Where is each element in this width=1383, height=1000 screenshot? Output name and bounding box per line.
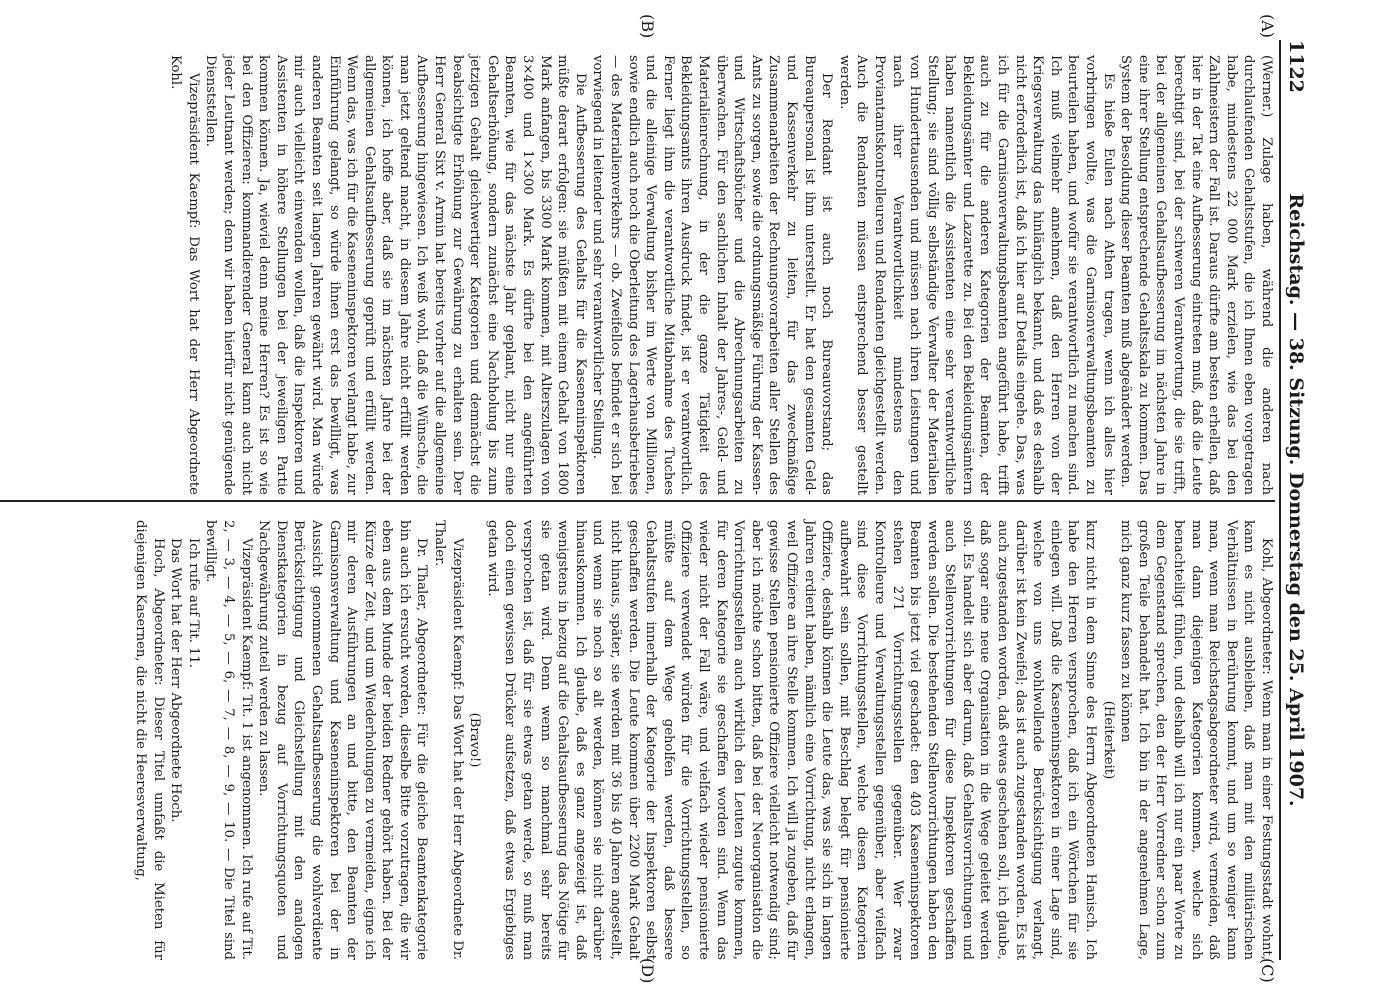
paragraph: (Heiterkeit) — [1100, 700, 1116, 780]
margin-marker-a: (A) — [1258, 14, 1277, 39]
text-column-left — [167, 55, 1275, 495]
paragraph: Vizepräsident Kaempf: Das Wort hat der Herr Abgeordnete Kohl. — [168, 55, 201, 495]
margin-marker-c: (C) — [1258, 958, 1277, 983]
paragraph: Vizepräsident Kaempf: Tit. 1 ist angenommen. Ich rufe auf Tit. 2, — 3, — 4, — 5, — 6, — 7, — 8, — 9, — 10. — Die Titel sind bewilligt. — [203, 520, 254, 960]
paragraph: Ich rufe auf Tit. 11. — [185, 538, 201, 669]
paragraph: Das Wort hat der Herr Abgeordnete Hoch. — [168, 538, 184, 823]
paragraph: Hoch, Abgeordneter: Dieser Titel umfaßt die Mieten für diejenigen Kasernen, die nicht die Heeresverwaltung, — [133, 520, 166, 960]
paragraph: Vizepräsident Kaempf: Das Wort hat der Herr Abgeordnete Dr. Thaler. — [432, 520, 465, 960]
column-divider — [0, 500, 1275, 502]
paragraph: (Bravo!) — [467, 712, 483, 768]
running-title: Reichstag. — 38. Sitzung. Donnerstag den 25. April 1907. — [1285, 193, 1307, 807]
margin-marker-b: (B) — [638, 14, 657, 39]
paragraph: Der Rendant ist auch noch Bureauvorstand; das Bureaupersonal ist ihm unterstellt. Er hat den gesamten Geld- und Kassenverkehr zu leiten, für das zweckmäßige Zusammenarbeiten der Rechnungsvorarbeiten aller Stellen des Amts zu sorgen, sowie die ordnungsmäßige Führung der Kassen- und Wirtschaftsbücher und die Abrechnungsarbeiten zu überwachen. Für den sachlichen Inhalt der Jahres-, Geld- und Materialienrechnung, in der die ganze Tätigkeit des Bekleidungsamts ihren Ausdruck findet, ist er verantwortlich. Ferner liegt ihm die verantwortliche Mitabnahme des Tuches und die alleinige Verwaltung bisher im Werte von Millionen, sowie endlich auch noch die Oberleitung des Lagerhausbetriebes — des Materialienverkehrs — ob. Zweifellos befindet er sich bei vorwiegend in leitender und sehr verantwortlicher Stellung. — [590, 55, 835, 495]
page-number: 1122 — [1285, 40, 1307, 93]
paragraph: Es hieße Eulen nach Athen tragen, wenn ich alles hier vorbringen wollte, was die Garnisonverwaltungsbeamten zu beurteilen haben, und wofür sie verantwortlich zu machen sind. Ich muß vielmehr annehmen, daß den Herren von der Kriegsverwaltung das hinlänglich bekannt, und daß es deshalb nicht erforderlich ist, daß ich hier auf Details eingehe. Das, was ich für die Garnisonverwaltungsbeamten angeführt habe, trifft auch zu für die anderen Kategorien der Beamten, der Bekleidungsämter und Lazarette zu. Bei den Bekleidungsämtern haben namentlich die Assistenten eine sehr verantwortliche Stellung; sie sind völlig selbständige Verwalter der Materialien von Hunderttausenden und müssen nach ihren Leistungen und nach ihrer Verantwortlichkeit mindestens den Proviantamtskontrolleuren und Rendanten gleichgestellt werden. Auch die Rendanten müssen entsprechend besser gestellt werden. — [836, 55, 1116, 495]
header-rule — [1279, 40, 1281, 960]
paragraph: kurz nicht in dem Sinne des Herrn Abgeordneten Hanisch. Ich habe den Herren versprochen, daß ich ein Wörtchen für sie einlegen will. Daß die Kaseneninspektoren in einer Lage sind, welche von uns wohlwollende Berücksichtigung verlangt, darüber ist kein Zweifel; das ist auch zugestanden worden. Es ist auch zugestanden worden, daß etwas geschehen soll, ich glaube, daß sogar eine neue Organisation in die Wege geleitet werden soll. Es handelt sich aber darum, daß Gehaltsvorrichtungen und auch Stellenvorrichtungen für diese Inspektoren geschaffen werden sollen. Die bestehenden Stellenvorrichtungen haben den Beamten bis jetzt viel geschadet: den 403 Kaseneninspektoren stehen 271 Vorrichtungsstellen gegenüber. Wer zwar Kontrolleure und Verwaltungsstellen gegenüber, aber vielfach sind diese Vorrichtungsstellen, welche diesen Kategorien aufbewahrt sein sollen, mit Beschlag belegt für pensionierte Offiziere, deshalb können die Leute das, was sie sich in langen Jahren erdient haben, nämlich eine Vorrichtung, nicht erlangen, weil Offiziere an ihre Stelle kommen. Ich will ja zugeben, daß für gewisse Stellen pensionierte Offiziere vielleicht notwendig sind; aber ich möchte schon bitten, daß bei der Neuorganisation die Vorrichtungsstellen auch wirklich den Leuten zugute kommen, für deren Kategorie sie geschaffen worden sind. Wenn das wieder nicht der Fall wäre, und vielfach wieder pensionierte Offiziere verwendet würden für die Vorrichtungsstellen, so müßte auf dem Wege geholfen werden, daß bessere Gehaltsstufen innerhalb der Kategorie der Inspektoren selbst geschaffen werden. Die Leute kommen über 2200 Mark Gehalt nicht hinaus, später, sie werden mit 36 bis 40 Jahren angestellt, und wenn sie noch so alt werden, können sie nicht darüber hinauskommen. Ich glaube, daß es ganz angezeigt ist, daß wenigstens in bezug auf die Gehaltsaufbesserung das Nötige für sie getan wird. Denn wenn so manchmal sehr bereits versprochen ist, daß für sie etwas getan werde, so muß man doch einen gewissen Drücker aufsetzen, daß etwas Ergiebiges getan wird. — [484, 520, 1099, 960]
page-header — [1283, 40, 1307, 960]
paragraph: (Werner.) Zulage haben, während die anderen nach durchlaufenden Gehaltsstufen, die ich Ihnen eben vorgetragen habe, mindestens 22 000 Mark erzielen, wie das bei den Zahlmeistern der Fall ist. Daraus dürfte am besten erhellen, daß hier in der Tat eine Aufbesserung eintreten muß, daß die Leute berechtigt sind, bei der schweren Verantwortung, die sie trifft, bei der allgemeinen Gehaltsaufbesserung im nächsten Jahre in eine ihrer Stellung entsprechende Gehaltsskala zu kommen. Das System der Besoldung dieser Beamten muß abgeändert werden. — [1118, 55, 1274, 495]
paragraph: Dr. Thaler, Abgeordneter: Für die gleiche Beamtenkategorie bin auch ich ersucht worden, dieselbe Bitte vorzutragen, die wir eben aus dem Munde der beiden Redner gehört haben. Bei der Kürze der Zeit, und um Wiederholungen zu vermeiden, eigne ich mir deren Ausführungen an und bitte, den Beamten der Garnisonsverwaltung und Kaseneninspektoren bei der in Aussicht genommenen Gehaltsaufbesserung die wohlverdiente Berücksichtigung und Gleichstellung mit den analogen Dienstkategorien in bezug auf Vorrichtungsquoten und Nachgewährung zuteil werden zu lassen. — [256, 520, 430, 960]
paragraph: Die Aufbesserung des Gehalts für die Kaseneninspektoren müßte derart erfolgen: sie müßten mit einem Gehalt von 1800 Mark anfangen, bis 3300 Mark kommen, mit Alterszulagen von 3×400 und 1×300 Mark. Es dürfte bei den angeführten Beamten, wie für das nächste Jahr geplant, nicht nur eine Gehaltserhöhung, sondern zunächst eine Nachholung bis zum jetzigen Gehalt gleichwertiger Kategorien und demnächst die beabsichtigte Erhöhung zur Gewährung zu erhalten sein. Der Herr General Sixt v. Armin hat bereits vorher auf die allgemeine Aufbesserung hingewiesen. Ich weiß wohl, daß die Wünsche, die man jetzt geltend macht, in diesem Jahre nicht erfüllt werden können, ich hoffe aber, daß sie im nächsten Jahre bei der allgemeinen Gehaltsaufbesserung geprüft und erfüllt werden. Wenn das, was ich für die Kaseneninspektoren verlangt habe, zur Einführung gelangt, so würde ihnen erst das bewilligt, was anderen Beamten seit langen Jahren gewährt wird. Man würde mir auch vielleicht einwenden wollen, daß die Inspektoren und Assistenten in höhere Stellungen bei der jeweiligen Partie kommen können. Ja, wieviel denn meine Herren? Es ist so wie bei den Offizieren: kommandierender General kann auch nicht jeder Leutnant werden; denn wir haben hierfür nicht genügende Dienststellen. — [203, 55, 588, 495]
margin-marker-d: (D) — [638, 958, 657, 984]
paragraph: Kohl, Abgeordneter: Wenn man in einer Festungsstadt wohnt, kann es nicht ausbleiben, daß man mit den militärischen Verhältnissen in Berührung kommt, und um so weniger kann man, wenn man Reichstagsabgeordneter wird, vermeiden, daß man dann diejenigen Kategorien kommen, welche sich benachteiligt fühlen, und deshalb will ich nur ein paar Worte zu dem Gegenstand sprechen, den der Herr Vorredner schon zum großen Teile behandelt hat. Ich bin in der angenehmen Lage, mich ganz kurz fassen zu können — [1118, 520, 1274, 960]
text-column-right — [131, 520, 1275, 960]
